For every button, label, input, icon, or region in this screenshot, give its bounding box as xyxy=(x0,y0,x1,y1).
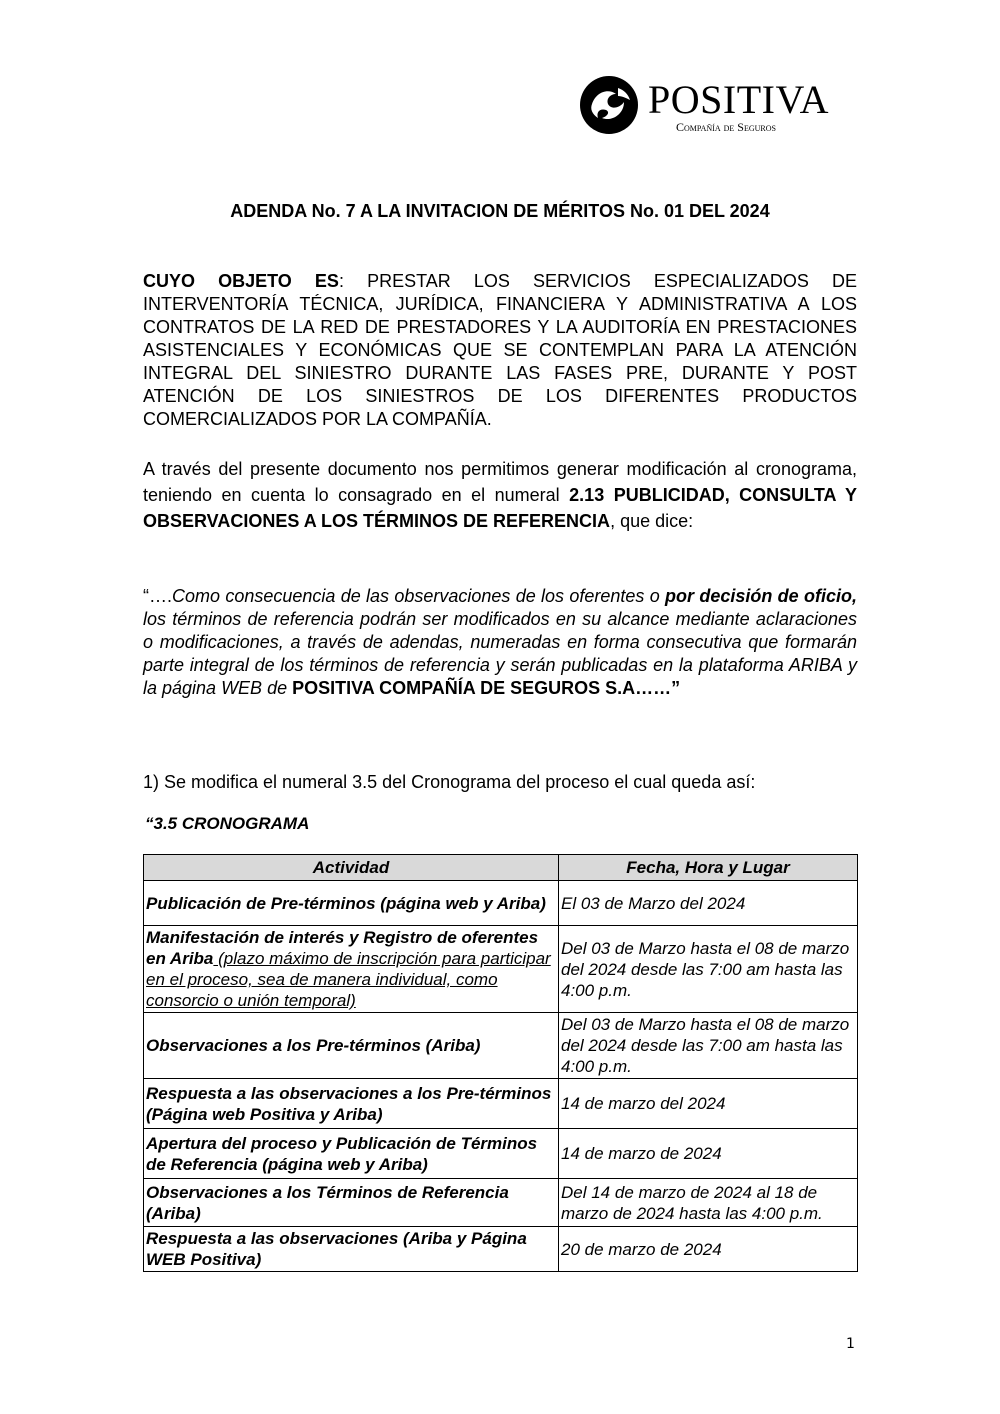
fecha-cell: Del 14 de marzo de 2024 al 18 de marzo de 2024 hasta las 4:00 p.m. xyxy=(559,1179,858,1227)
document-title: ADENDA No. 7 A LA INVITACION DE MÉRITOS No. 01 DEL 2024 xyxy=(230,201,770,221)
actividad-text: Observaciones a los Términos de Referencia (Ariba) xyxy=(146,1182,509,1223)
quote-bold1: por decisión de oficio, xyxy=(665,586,857,606)
actividad-cell xyxy=(144,1129,559,1179)
intro-text: A través del presente documento nos permitimos generar modificación al cronograma, teniendo en cuenta lo consagrado en el numeral xyxy=(143,459,857,505)
table-header-row xyxy=(144,855,858,881)
fecha-cell: 14 de marzo del 2024 xyxy=(559,1079,858,1129)
objeto-text: : PRESTAR LOS SERVICIOS ESPECIALIZADOS DE INTERVENTORÍA TÉCNICA, JURÍDICA, FINANCIERA Y ADMINISTRATIVA A LOS CONTRATOS DE LA RED DE PRESTADORES Y LA AUDITORÍA EN PRESTACIONES ASISTENCIALES Y ECONÓMICAS QUE SE CONTEMPLAN PARA LA ATENCIÓN INTEGRAL DEL SINIESTRO DURANTE LAS FASES PRE, DURANTE Y POST ATENCIÓN DE LOS SINIESTROS DE LOS DIFERENTES PRODUCTOS COMERCIALIZADOS POR LA COMPAÑÍA. xyxy=(143,271,857,429)
fecha-cell: 14 de marzo de 2024 xyxy=(559,1129,858,1179)
table-row xyxy=(144,926,858,1013)
logo-subtitle-text: Compañía de Seguros xyxy=(676,120,776,134)
actividad-text: Respuesta a las observaciones a los Pre-términos (Página web Positiva y Ariba) xyxy=(146,1083,552,1124)
positiva-emblem-icon xyxy=(578,74,644,136)
actividad-cell xyxy=(144,881,559,926)
fecha-cell: Del 03 de Marzo hasta el 08 de marzo del 2024 desde las 7:00 am hasta las 4:00 p.m. xyxy=(559,926,858,1013)
actividad-cell xyxy=(144,926,559,1013)
company-logo xyxy=(578,74,828,136)
fecha-cell: Del 03 de Marzo hasta el 08 de marzo del 2024 desde las 7:00 am hasta las 4:00 p.m. xyxy=(559,1013,858,1079)
page-number: 1 xyxy=(846,1336,855,1352)
fecha-cell: 20 de marzo de 2024 xyxy=(559,1227,858,1272)
actividad-cell xyxy=(144,1227,559,1272)
actividad-cell xyxy=(144,1179,559,1227)
actividad-text: Manifestación de interés y Registro de oferentes en Ariba xyxy=(146,928,539,968)
quote-part2: los términos de referencia podrán ser modificados en su alcance mediante aclaraciones o modificaciones, a través de adendas, numeradas en forma consecutiva que formarán parte integral de los términos de referencia y serán publicadas en la plataforma ARIBA y la página WEB de xyxy=(143,609,857,698)
cronograma-table xyxy=(143,854,858,1272)
actividad-cell xyxy=(144,1013,559,1079)
logo-brand-text: POSITIVA xyxy=(648,77,830,122)
column-header-actividad: Actividad xyxy=(144,855,559,881)
objeto-label: CUYO OBJETO ES xyxy=(143,271,339,291)
quote-part1: Como consecuencia de las observaciones de los oferentes o xyxy=(172,586,666,606)
modification-item: 1) Se modifica el numeral 3.5 del Cronograma del proceso el cual queda así: xyxy=(143,772,756,792)
actividad-text: Observaciones a los Pre-términos (Ariba) xyxy=(146,1036,481,1055)
table-row xyxy=(144,1013,858,1079)
actividad-text: Respuesta a las observaciones (Ariba y Página WEB Positiva) xyxy=(146,1229,527,1269)
table-row xyxy=(144,1079,858,1129)
table-row xyxy=(144,881,858,926)
table-row xyxy=(144,1129,858,1179)
quote-bold2: POSITIVA COMPAÑÍA DE SEGUROS S.A……” xyxy=(292,678,681,698)
actividad-text: Apertura del proceso y Publicación de Términos de Referencia (página web y Ariba) xyxy=(146,1133,538,1174)
actividad-text: Publicación de Pre-términos (página web y Ariba) xyxy=(146,893,546,913)
quote-paragraph xyxy=(143,585,857,700)
actividad-note: (plazo máximo de inscripción para participar en el proceso, sea de manera individual, como consorcio o unión temporal) xyxy=(146,949,551,1010)
table-row xyxy=(144,1227,858,1272)
table-row xyxy=(144,1179,858,1227)
column-header-fecha: Fecha, Hora y Lugar xyxy=(559,855,858,881)
actividad-cell xyxy=(144,1079,559,1129)
objeto-paragraph xyxy=(143,270,857,431)
quote-open: “…. xyxy=(143,586,172,606)
intro-paragraph xyxy=(143,456,857,534)
fecha-cell: El 03 de Marzo del 2024 xyxy=(559,881,858,926)
intro-numeral: 2.13 PUBLICIDAD, CONSULTA Y OBSERVACIONES A LOS TÉRMINOS DE REFERENCIA xyxy=(143,485,857,531)
cronograma-heading: “3.5 CRONOGRAMA xyxy=(145,814,310,833)
intro-end: , que dice: xyxy=(610,511,694,531)
